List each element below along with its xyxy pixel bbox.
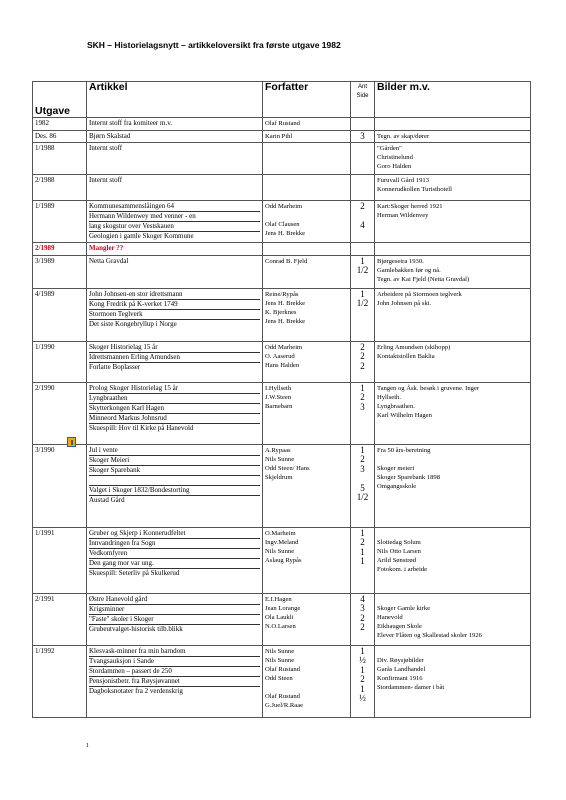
table-row: [33, 382, 531, 444]
ant-side-cell: [351, 288, 375, 341]
bilder-cell: [375, 130, 531, 143]
artikkel-line: Stordammen – passert de 250: [89, 667, 260, 677]
ant-side-line: 1: [360, 383, 365, 393]
table-row: [33, 243, 531, 256]
artikkel-cell: [87, 143, 263, 175]
artikkel-cell: [87, 645, 263, 717]
utgave-cell: 2/1989: [33, 243, 87, 256]
forfatter-cell: [263, 143, 351, 175]
forfatter-line: Conrad B. Fjeld: [265, 257, 308, 265]
table-row: [33, 527, 531, 593]
artikkel-line: Skoger Meieri: [89, 456, 260, 466]
artikkel-line: [89, 476, 260, 486]
bilder-line: Hyllseth.: [377, 393, 401, 401]
bilder-line: Kart:Skoger herred 1921: [377, 203, 443, 210]
forfatter-cell: [263, 444, 351, 527]
table-row: [33, 143, 531, 175]
forfatter-line: E.I.Hagen: [265, 595, 292, 603]
table-row: [33, 645, 531, 717]
artikkel-line: Klesvask-minner fra min barndom: [89, 647, 260, 657]
forfatter-line: Karin Pihl: [265, 132, 293, 140]
bilder-line: [377, 455, 528, 464]
ant-side-line: 3: [360, 402, 365, 412]
bilder-cell: [375, 341, 531, 382]
artikkel-line: Forlatte Boplasser: [89, 362, 141, 371]
bilder-cell: [375, 143, 531, 175]
ant-side-line: 3: [360, 604, 365, 613]
page-number: 1: [86, 743, 89, 749]
bilder-line: Christinelund: [377, 154, 413, 161]
artikkel-line: Austad Gård: [89, 495, 125, 504]
bilder-line: Konfirmant 1916: [377, 674, 423, 682]
artikkel-line: Geologien i gamle Skoger Kommune: [89, 232, 194, 240]
header-ant-side: [351, 82, 375, 118]
flag-icon: [67, 437, 76, 447]
forfatter-cell: [263, 255, 351, 288]
artikkel-cell: [87, 175, 263, 201]
ant-side-line: [353, 231, 372, 241]
bilder-line: Gamlebakken før og nå.: [377, 266, 441, 274]
ant-side-cell: [351, 118, 375, 131]
artikkel-line: Skytterkongen Karl Hagen: [89, 404, 260, 414]
forfatter-cell: [263, 341, 351, 382]
header-bilder: Bilder m.v.: [375, 82, 531, 118]
bilder-line: [377, 529, 528, 538]
bilder-cell: [375, 645, 531, 717]
artikkel-cell: [87, 341, 263, 382]
ant-side-line: 3: [360, 464, 365, 474]
ant-side-line: 1: [360, 289, 365, 299]
header-ant: Ant: [357, 84, 367, 90]
ant-side-line: ½: [359, 694, 366, 703]
bilder-cell: [375, 444, 531, 527]
artikkel-line: Vedkomfyren: [89, 549, 260, 559]
artikkel-line: Dagboksnotater fra 2 verdenskrig: [89, 686, 183, 695]
bilder-line: Goro Halden: [377, 163, 412, 170]
ant-side-line: 2: [360, 623, 365, 632]
utgave-cell: 2/1990: [33, 382, 87, 444]
bilder-line: Arild Sønstrød: [377, 556, 417, 564]
forfatter-cell: [263, 130, 351, 143]
bilder-line: Slottedag Solum: [377, 538, 421, 546]
bilder-line: [377, 244, 528, 253]
utgave-cell: 4/1989: [33, 288, 87, 341]
forfatter-line: [265, 244, 348, 253]
ant-side-cell: [351, 645, 375, 717]
artikkel-cell: [87, 255, 263, 288]
ant-side-line: 3: [360, 131, 365, 141]
ant-side-line: 4: [360, 594, 365, 604]
artikkel-cell: [87, 288, 263, 341]
bilder-line: Skoger meieri: [377, 464, 415, 472]
forfatter-cell: [263, 382, 351, 444]
ant-side-line: 1: [360, 256, 365, 266]
utgave-cell: 1/1989: [33, 201, 87, 243]
artikkel-line: Grubeutvalget-historisk tilb.blikk: [89, 624, 183, 633]
artikkel-line: lang skogstur over Vestskauen: [89, 222, 260, 232]
utgave-cell: 1/1990: [33, 341, 87, 382]
forfatter-line: Odd Marheim: [265, 203, 303, 210]
bilder-line: Herman Wildenvey: [377, 212, 429, 219]
bilder-line: Konnerudkollen Turisthotell: [377, 186, 452, 193]
forfatter-line: Nils Sunne: [265, 455, 295, 463]
table-row: [33, 444, 531, 527]
bilder-line: Eikhaugen Skole: [377, 622, 422, 630]
ant-side-line: 1/2: [356, 266, 369, 275]
ant-side-line: [353, 176, 372, 186]
forfatter-line: O.Marheim: [265, 529, 296, 537]
bilder-line: [377, 119, 528, 128]
artikkel-line: Pensjonistbetr. fra Røysjøvannet: [89, 677, 260, 687]
forfatter-line: Odd Steen/ Hans: [265, 464, 310, 472]
ant-side-line: [353, 474, 372, 484]
page-title: SKH – Historielagsnytt – artikkeloversikt fra første utgave 1982: [87, 40, 341, 50]
utgave-cell: 1/1988: [33, 143, 87, 175]
utgave-cell: 2/1988: [33, 175, 87, 201]
artikkel-line: Bjørn Skalstad: [89, 131, 131, 140]
artikkel-cell: [87, 243, 263, 256]
bilder-line: Tegn. av skap/dører: [377, 132, 430, 140]
table-row: [33, 130, 531, 143]
artikkel-line: Krigsminner: [89, 605, 260, 615]
artikkel-line: Mangler ??: [89, 244, 124, 252]
forfatter-cell: [263, 288, 351, 341]
bilder-line: Kontaktstollen Baklia: [377, 352, 435, 360]
forfatter-line: J.W.Steen: [265, 393, 292, 401]
forfatter-line: K. Bjerknes: [265, 308, 297, 316]
forfatter-line: Olaf Clausen: [265, 221, 300, 228]
artikkel-line: Lyngbraathen: [89, 394, 260, 404]
forfatter-line: Olaf Rustand: [265, 120, 300, 127]
forfatter-cell: [263, 593, 351, 645]
ant-side-line: 2: [360, 538, 365, 547]
ant-side-line: 2: [360, 393, 365, 402]
bilder-line: [377, 647, 528, 656]
ant-side-line: 1/2: [356, 493, 369, 502]
artikkel-cell: [87, 201, 263, 243]
bilder-line: Skoger Gamle kirke: [377, 604, 431, 612]
forfatter-line: Aslaug Rypås: [265, 556, 302, 564]
artikkel-line: Stormoen Teglverk: [89, 310, 260, 320]
artikkel-line: John Johnsen-en stor idrettsmann: [89, 290, 260, 300]
forfatter-line: Ola Laukli: [265, 613, 294, 621]
utgave-cell: 1/1991: [33, 527, 87, 593]
ant-side-line: 1: [360, 684, 365, 694]
ant-side-cell: [351, 444, 375, 527]
ant-side-line: [353, 244, 372, 254]
forfatter-cell: [263, 175, 351, 201]
forfatter-line: [265, 211, 348, 220]
header-artikkel: Artikkel: [87, 82, 263, 118]
bilder-line: Arbeidere på Stormoen teglverk: [377, 290, 462, 298]
utgave-cell: 1/1992: [33, 645, 87, 717]
forfatter-line: A.Rypaas: [265, 446, 291, 454]
forfatter-line: Odd Steen: [265, 674, 293, 682]
bilder-cell: [375, 527, 531, 593]
table-row: [33, 175, 531, 201]
ant-side-cell: [351, 130, 375, 143]
forfatter-line: Nils Sunne: [265, 547, 295, 555]
artikkel-line: Østre Hanevold gård: [89, 595, 260, 605]
bilder-line: Lyngbraathen.: [377, 402, 415, 410]
ant-side-line: 1: [360, 547, 365, 557]
forfatter-line: Jens H. Brekke: [265, 317, 306, 325]
ant-side-line: [353, 119, 372, 129]
forfatter-line: Reine/Rypås: [265, 290, 299, 298]
artikkel-cell: [87, 118, 263, 131]
forfatter-cell: [263, 645, 351, 717]
artikkel-line: Valget i Skoger 1832/Bondestorting: [89, 486, 260, 496]
ant-side-line: [353, 144, 372, 154]
artikkel-line: Skoger Sparebank: [89, 466, 260, 476]
forfatter-line: [265, 176, 348, 185]
artikkel-line: Innvandringen fra Sogn: [89, 539, 260, 549]
ant-side-line: 5: [360, 483, 365, 493]
header-utgave: Utgave: [33, 82, 87, 118]
ant-side-cell: [351, 143, 375, 175]
forfatter-line: G.Juel/R.Raae: [265, 701, 304, 709]
ant-side-line: 2: [360, 613, 365, 623]
ant-side-cell: [351, 255, 375, 288]
artikkel-cell: [87, 527, 263, 593]
artikkel-line: Jul i vente: [89, 446, 260, 456]
forfatter-line: Hans Halden: [265, 361, 300, 369]
forfatter-line: Jean Lorange: [265, 604, 301, 612]
table-row: [33, 255, 531, 288]
forfatter-line: [265, 683, 348, 692]
ant-side-line: 2: [360, 675, 365, 684]
article-table: [32, 81, 531, 718]
bilder-line: Elever Flåten og Skallestad skoler 1926: [377, 631, 482, 639]
ant-side-cell: [351, 593, 375, 645]
bilder-line: Bjørgesetra 1930.: [377, 257, 424, 265]
artikkel-line: Kommunesammenslåingen 64: [89, 202, 260, 212]
forfatter-cell: [263, 527, 351, 593]
ant-side-cell: [351, 341, 375, 382]
ant-side-line: 1: [360, 665, 365, 675]
utgave-cell: 3/1990: [33, 444, 87, 527]
bilder-cell: [375, 288, 531, 341]
bilder-line: Omgangsskole: [377, 482, 417, 490]
bilder-line: [377, 595, 528, 604]
bilder-cell: [375, 175, 531, 201]
forfatter-line: [265, 144, 348, 153]
bilder-line: Tegn. av Kai Fjeld (Netta Gravdal): [377, 275, 470, 283]
forfatter-line: Odd Marheim: [265, 343, 303, 351]
forfatter-cell: [263, 243, 351, 256]
artikkel-line: Kong Fredrik på K-verket 1749: [89, 300, 260, 310]
bilder-line: Fra 50 års-beretning: [377, 446, 431, 454]
bilder-line: Karl Wilhelm Hagen: [377, 411, 432, 419]
artikkel-cell: [87, 593, 263, 645]
bilder-line: Stordammen- damer i båt: [377, 683, 445, 691]
header-forfatter: Forfatter: [263, 82, 351, 118]
utgave-cell: 3/1989: [33, 255, 87, 288]
forfatter-line: O. Aaserud: [265, 352, 295, 360]
artikkel-line: Skuespill: Hov til Kirke på Hanevold: [89, 423, 194, 432]
bilder-line: Skoger Sparebank 1898: [377, 473, 440, 481]
artikkel-line: Prolog Skoger Historielag 15 år: [89, 384, 260, 394]
table-row: [33, 288, 531, 341]
utgave-cell: Des. 86: [33, 130, 87, 143]
artikkel-line: Gruber og Skjerp i Konnerudfeltet: [89, 529, 260, 539]
artikkel-line: Skuespill: Seterliv på Skulkerud: [89, 568, 180, 577]
ant-side-line: 2: [360, 361, 365, 371]
forfatter-line: Barnebarn: [265, 402, 293, 410]
ant-side-line: 2: [360, 342, 365, 352]
table-row: [33, 341, 531, 382]
ant-side-line: 1/2: [356, 299, 369, 308]
bilder-line: John Johnsen på ski.: [377, 299, 432, 307]
forfatter-line: N.O.Larsen: [265, 622, 296, 630]
artikkel-line: Idrettsmannen Erling Amundsen: [89, 353, 260, 363]
artikkel-cell: [87, 130, 263, 143]
bilder-line: Erling Amundsen (skihopp): [377, 343, 451, 351]
forfatter-line: Jens H. Brekke: [265, 230, 306, 237]
artikkel-line: Det siste Kongebryllup i Norge: [89, 319, 177, 328]
forfatter-line: Olaf Rustand: [265, 665, 300, 673]
artikkel-line: Hermann Wildenwey med venner - en: [89, 212, 260, 222]
ant-side-cell: [351, 527, 375, 593]
ant-side-line: 1: [360, 646, 365, 656]
header-side: Side: [356, 93, 369, 99]
ant-side-line: 2: [360, 202, 365, 211]
artikkel-line: Internt stoff: [89, 176, 123, 184]
forfatter-line: Ingv.Meland: [265, 538, 299, 546]
ant-side-line: 2: [360, 352, 365, 361]
ant-side-cell: [351, 201, 375, 243]
table-row: [33, 201, 531, 243]
ant-side-line: 1: [360, 528, 365, 538]
bilder-line: Hanevold: [377, 613, 403, 621]
ant-side-cell: [351, 175, 375, 201]
artikkel-line: Den gang mor var ung.: [89, 559, 260, 569]
bilder-line: Tangen og Åsk. besøk i gruvene. Inger: [377, 384, 480, 392]
artikkel-cell: [87, 382, 263, 444]
forfatter-line: Jens H. Brekke: [265, 299, 306, 307]
ant-side-line: [353, 212, 372, 222]
utgave-cell: 1982: [33, 118, 87, 131]
table-row: [33, 593, 531, 645]
ant-side-line: 1: [360, 445, 365, 455]
bilder-line: "Gården": [377, 145, 402, 152]
bilder-line: Fotokom. i arbeide: [377, 565, 427, 573]
ant-side-line: 2: [360, 455, 365, 464]
bilder-line: Nils Otto Larsen: [377, 547, 421, 555]
ant-side-line: 1: [360, 557, 365, 566]
ant-side-line: 4: [360, 221, 365, 230]
table-row: [33, 118, 531, 131]
forfatter-cell: [263, 201, 351, 243]
bilder-cell: [375, 201, 531, 243]
forfatter-line: I.Hyllseth: [265, 384, 292, 392]
bilder-cell: [375, 255, 531, 288]
forfatter-line: Skjeldrum: [265, 473, 293, 481]
utgave-cell: 2/1991: [33, 593, 87, 645]
forfatter-cell: [263, 118, 351, 131]
artikkel-cell: [87, 444, 263, 527]
forfatter-line: Nils Sunne: [265, 656, 295, 664]
table-header-row: [33, 82, 531, 118]
bilder-line: Furuvall Gård 1913: [377, 177, 430, 184]
artikkel-line: Internt stoff fra komiteer m.v.: [89, 119, 173, 127]
forfatter-line: Olaf Rustand: [265, 692, 300, 700]
bilder-line: Garås Landhandel: [377, 665, 426, 673]
artikkel-line: "Faste" skoler i Skoger: [89, 615, 260, 625]
ant-side-cell: [351, 382, 375, 444]
bilder-line: Div. Røysjøbilder: [377, 656, 424, 664]
artikkel-line: Internt stoff: [89, 144, 123, 152]
ant-side-cell: [351, 243, 375, 256]
artikkel-line: Minneord Markus Johnsrud: [89, 414, 260, 424]
forfatter-line: Nils Sunne: [265, 647, 295, 655]
artikkel-line: Skoger Historielag 15 år: [89, 343, 260, 353]
ant-side-line: ½: [359, 656, 366, 665]
bilder-cell: [375, 118, 531, 131]
artikkel-line: Tvangsauksjon i Sande: [89, 657, 260, 667]
bilder-cell: [375, 593, 531, 645]
bilder-cell: [375, 382, 531, 444]
bilder-cell: [375, 243, 531, 256]
artikkel-line: Netta Gravdal: [89, 256, 129, 265]
